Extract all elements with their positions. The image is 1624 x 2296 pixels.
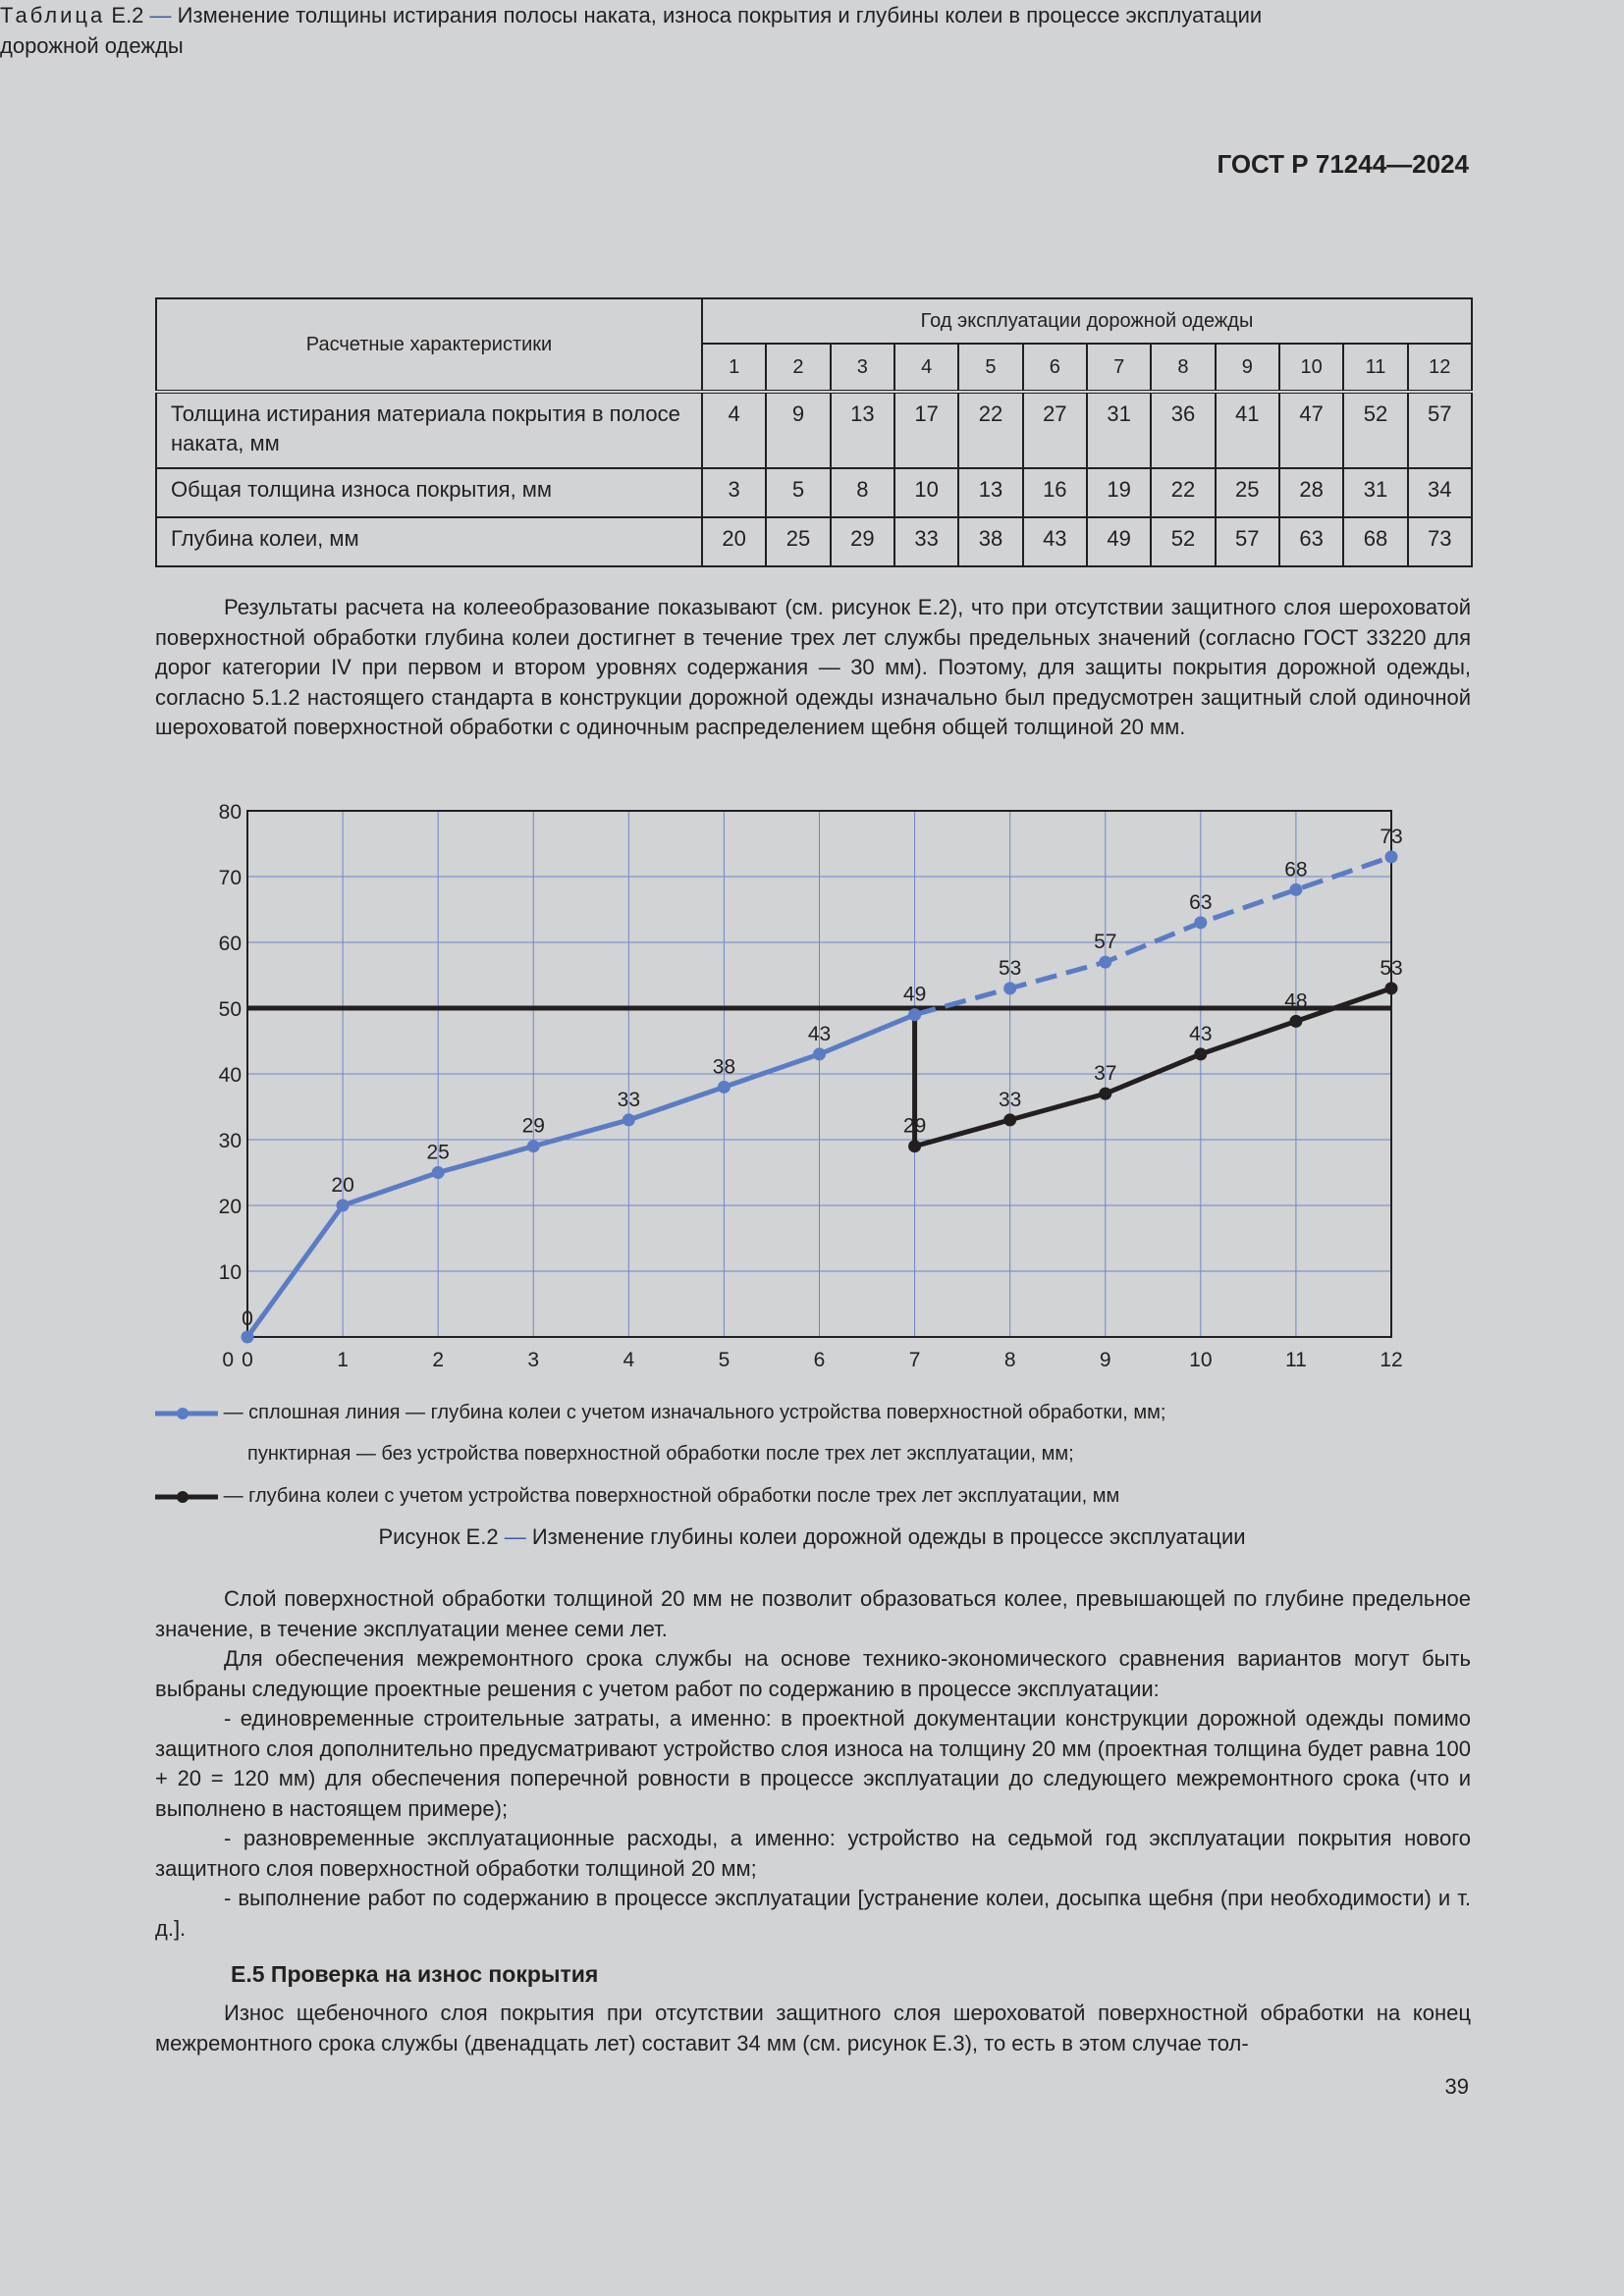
- data-label-solid-blue: 43: [807, 1022, 832, 1045]
- cell: 25: [766, 517, 830, 566]
- data-label-dashed-blue: 57: [1094, 931, 1117, 954]
- cell: 49: [1087, 517, 1151, 566]
- table-caption-prefix: Таблица: [0, 3, 106, 27]
- cell: 57: [1216, 517, 1279, 566]
- group-header: Год эксплуатации дорожной одежды: [702, 298, 1472, 344]
- table-caption-dash: —: [149, 3, 172, 27]
- cell: 47: [1279, 392, 1343, 468]
- x-tick-label: 5: [718, 1349, 731, 1371]
- cell: 5: [766, 468, 830, 517]
- paragraph-4: Износ щебеночного слоя покрытия при отсутствии защитного слоя шероховатой поверхностной обработки на конец межремонтного срока службы (двенадцать лет) составит 34 мм (см. рисунок Е.3), то есть в этом случае тол-: [155, 2001, 1471, 2056]
- year-header: 1: [702, 344, 766, 392]
- legend-dashed-text: пунктирная — без устройства поверхностной обработки после трех лет эксплуатации, мм;: [247, 1443, 1074, 1465]
- data-label-solid-blue: 49: [902, 983, 927, 1006]
- y-tick-label: 40: [218, 1064, 242, 1087]
- cell: 41: [1216, 392, 1279, 468]
- cell: 34: [1408, 468, 1472, 517]
- section-heading: Е.5 Проверка на износ покрытия: [231, 1961, 599, 1987]
- year-header: 5: [958, 344, 1022, 392]
- data-label-solid-blue: 29: [521, 1114, 545, 1138]
- cell: 43: [1023, 517, 1087, 566]
- x-tick-label: 12: [1380, 1349, 1403, 1371]
- data-label-solid-blue: 0: [242, 1308, 253, 1330]
- legend-blue-line-icon: [155, 1401, 218, 1426]
- page-number: 39: [1444, 2074, 1469, 2099]
- cell: 22: [1151, 468, 1215, 517]
- data-label-solid-blue: 33: [617, 1088, 641, 1111]
- cell: 52: [1151, 517, 1215, 566]
- data-label-black: 37: [1094, 1062, 1117, 1086]
- data-label-dashed-blue: 68: [1284, 858, 1308, 881]
- cell: 68: [1343, 517, 1407, 566]
- data-point-dashed-blue: [1289, 883, 1302, 896]
- data-point-black: [1385, 982, 1398, 994]
- cell: 17: [894, 392, 958, 468]
- year-header: 4: [894, 344, 958, 392]
- figure-caption-text: Изменение глубины колеи дорожной одежды в процессе эксплуатации: [531, 1524, 1246, 1549]
- data-label-solid-blue: 20: [331, 1174, 354, 1197]
- standard-code: ГОСТ Р 71244—2024: [1217, 149, 1469, 179]
- x-tick-label: 0: [242, 1349, 253, 1371]
- data-point-solid-blue: [432, 1166, 445, 1179]
- year-header: 6: [1023, 344, 1087, 392]
- x-tick-label: 8: [1003, 1349, 1016, 1371]
- data-label-black: 48: [1284, 989, 1308, 1013]
- x-tick-label: 10: [1189, 1349, 1213, 1371]
- data-label-dashed-blue: 53: [998, 956, 1022, 980]
- cell: 22: [958, 392, 1022, 468]
- paragraph-2: Слой поверхностной обработки толщиной 20 мм не позволит образоваться колее, превышающей по глубине предельное значение, в течение эксплуатации менее семи лет.: [155, 1586, 1471, 1641]
- cell: 27: [1023, 392, 1087, 468]
- legend-black: [155, 1483, 1119, 1510]
- figure-caption-prefix: Рисунок Е.2: [378, 1524, 499, 1549]
- x-tick-label: 3: [527, 1349, 540, 1371]
- data-label-dashed-blue: 63: [1189, 890, 1213, 914]
- y-tick-label: 80: [218, 801, 242, 824]
- data-point-black: [1194, 1047, 1207, 1060]
- y-tick-label: 20: [218, 1196, 242, 1218]
- data-point-dashed-blue: [1385, 850, 1398, 863]
- figure-caption-dash: —: [504, 1524, 526, 1549]
- data-label-black: 33: [998, 1088, 1022, 1111]
- year-header: 3: [831, 344, 894, 392]
- legend-dashed: [247, 1441, 1074, 1467]
- data-label-black: 53: [1380, 956, 1403, 980]
- row-label: Глубина колеи, мм: [156, 517, 702, 566]
- data-point-solid-blue: [813, 1047, 826, 1060]
- row-header: Расчетные характеристики: [156, 298, 702, 392]
- row-label: Общая толщина износа покрытия, мм: [156, 468, 702, 517]
- year-header: 12: [1408, 344, 1472, 392]
- cell: 33: [894, 517, 958, 566]
- cell: 9: [766, 392, 830, 468]
- x-tick-label: 2: [432, 1349, 445, 1371]
- data-point-dashed-blue: [1099, 956, 1111, 969]
- cell: 10: [894, 468, 958, 517]
- cell: 57: [1408, 392, 1472, 468]
- data-label-dashed-blue: 73: [1380, 825, 1403, 848]
- data-point-dashed-blue: [908, 1008, 921, 1021]
- y-tick-label: 30: [218, 1130, 242, 1152]
- bullet-1: - единовременные строительные затраты, а именно: в проектной документации конструкции дорожной одежды помимо защитного слоя дополнительно предусматривают устройство слоя износа на толщину 20 мм (проектная толщина будет равна 100 + 20 = 120 мм) для обеспечения поперечной ровности в процессе эксплуатации до следующего межремонтного срока (что и выполнено в настоящем примере);: [155, 1706, 1471, 1821]
- cell: 19: [1087, 468, 1151, 517]
- cell: 4: [702, 392, 766, 468]
- cell: 52: [1343, 392, 1407, 468]
- year-header: 10: [1279, 344, 1343, 392]
- data-point-dashed-blue: [1003, 982, 1016, 994]
- row-label: Толщина истирания материала покрытия в полосе наката, мм: [156, 392, 702, 468]
- data-label-black: 43: [1189, 1022, 1213, 1045]
- cell: 16: [1023, 468, 1087, 517]
- cell: 13: [831, 392, 894, 468]
- paragraph-3: Для обеспечения межремонтного срока службы на основе технико-экономического сравнения вариантов могут быть выбраны следующие проектные решения с учетом работ по содержанию в процессе эксплуатации:: [155, 1646, 1471, 1701]
- data-point-solid-blue: [623, 1113, 635, 1126]
- data-point-solid-blue: [527, 1140, 540, 1152]
- data-point-solid-blue: [242, 1331, 254, 1344]
- year-header: 2: [766, 344, 830, 392]
- x-tick-label: 6: [813, 1349, 826, 1371]
- x-tick-label: 7: [908, 1349, 921, 1371]
- data-point-black: [1289, 1015, 1302, 1028]
- table-caption-text: Изменение толщины истирания полосы наката, износа покрытия и глубины колеи в процессе эксплуатации дорожной одежды: [0, 3, 1263, 58]
- year-header: 8: [1151, 344, 1215, 392]
- y-tick-label: 50: [218, 998, 242, 1021]
- cell: 63: [1279, 517, 1343, 566]
- data-point-black: [908, 1140, 921, 1152]
- cell: 31: [1343, 468, 1407, 517]
- x-tick-label: 1: [337, 1349, 349, 1371]
- data-label-solid-blue: 38: [712, 1055, 736, 1079]
- cell: 73: [1408, 517, 1472, 566]
- data-point-solid-blue: [337, 1200, 350, 1212]
- bullet-3: - выполнение работ по содержанию в процессе эксплуатации [устранение колеи, досыпка щебня (при необходимости) и т. д.].: [155, 1886, 1471, 1941]
- legend-blue-text: — сплошная линия — глубина колеи с учетом изначального устройства поверхностной обработки, мм;: [223, 1402, 1166, 1423]
- cell: 36: [1151, 392, 1215, 468]
- paragraph-1: Результаты расчета на колееобразование показывают (см. рисунок Е.2), что при отсутствии защитного слоя шероховатой поверхностной обработки глубина колеи достигнет в течение трех лет службы предельных значений (согласно ГОСТ 33220 для дорог категории IV при первом и втором уровнях содержания — 30 мм). Поэтому, для защиты покрытия дорожной одежды, согласно 5.1.2 настоящего стандарта в конструкции дорожной одежды изначально был предусмотрен защитный слой одиночной шероховатой поверхностной обработки с одиночным распределением щебня общей толщиной 20 мм.: [155, 595, 1471, 739]
- x-tick-label: 11: [1285, 1349, 1307, 1371]
- y-tick-label: 0: [222, 1349, 234, 1371]
- data-point-black: [1099, 1088, 1111, 1100]
- x-tick-label: 9: [1099, 1349, 1111, 1371]
- cell: 20: [702, 517, 766, 566]
- year-header: 9: [1216, 344, 1279, 392]
- y-tick-label: 10: [218, 1261, 242, 1284]
- data-label-black: 29: [902, 1114, 927, 1138]
- data-label-solid-blue: 25: [426, 1141, 450, 1164]
- data-point-solid-blue: [718, 1081, 731, 1094]
- year-header: 11: [1343, 344, 1407, 392]
- data-point-dashed-blue: [1194, 916, 1207, 929]
- cell: 31: [1087, 392, 1151, 468]
- legend-black-text: — глубина колеи с учетом устройства поверхностной обработки после трех лет эксплуатации, мм: [223, 1485, 1120, 1507]
- year-header: 7: [1087, 344, 1151, 392]
- y-tick-label: 70: [218, 867, 242, 889]
- cell: 25: [1216, 468, 1279, 517]
- legend-black-line-icon: [155, 1484, 218, 1510]
- bullet-2: - разновременные эксплуатационные расходы, а именно: устройство на седьмой год эксплуатации покрытия нового защитного слоя поверхностной обработки толщиной 20 мм;: [155, 1826, 1471, 1881]
- data-point-black: [1003, 1113, 1016, 1126]
- cell: 8: [831, 468, 894, 517]
- cell: 29: [831, 517, 894, 566]
- x-tick-label: 4: [623, 1349, 635, 1371]
- legend-blue: [155, 1400, 1165, 1426]
- cell: 3: [702, 468, 766, 517]
- cell: 13: [958, 468, 1022, 517]
- table-caption-number: Е.2: [111, 3, 144, 27]
- figure-caption: [0, 1524, 1624, 1550]
- cell: 38: [958, 517, 1022, 566]
- cell: 28: [1279, 468, 1343, 517]
- y-tick-label: 60: [218, 933, 242, 955]
